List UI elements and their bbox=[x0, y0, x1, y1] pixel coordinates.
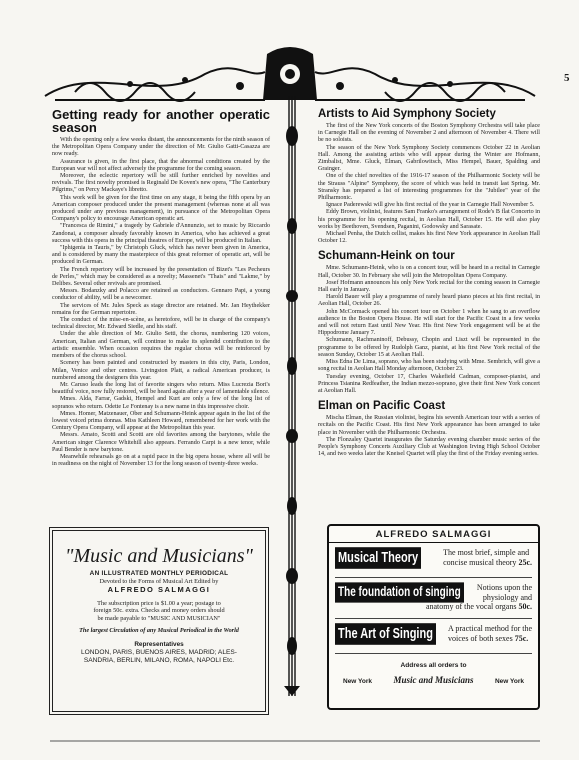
article-paragraph: The season of the New York Symphony Society commences October 22 in Aeolian Hall. Among the assisting artists who will appear during the Winter are Hofmann, Zimbalist, Mme. Gluck, Elman, Gabrilowitsch, Miss Hempel, Bauer, Spalding and Grainger. bbox=[318, 144, 540, 173]
book-desc-line: voices of both sexes bbox=[448, 633, 513, 643]
book-desc-line: The most brief, simple and bbox=[443, 548, 530, 557]
book-desc-line: concise musical theory bbox=[443, 557, 517, 567]
article-paragraph: Under the able direction of Mr. Giulio Setti, the chorus, numbering 120 voices, American, Italian and German, will continue to make its splendid contribution to the artistic ensemble. When occasion requires the regular chorus will be reinforced by members of the chorus school. bbox=[52, 331, 270, 360]
ad-subscription-text bbox=[61, 600, 257, 623]
book-description bbox=[448, 624, 532, 643]
article-paragraph: "Iphigenia in Tauris," by Christoph Gluck, which has never been given in America, and is considered by many the masterpiece of this great reformer of operatic art, will be produced in German. bbox=[52, 245, 270, 266]
article-paragraph: Schumann, Rachmaninoff, Debussy, Chopin and Liszt will be represented in the programme to be offered by Rudolph Ganz, pianist, at his first New York recital of the season Sunday, October 15 at Aeolian Hall. bbox=[318, 337, 540, 358]
vertical-ornamental-divider bbox=[280, 96, 304, 696]
decorative-header-ornament bbox=[35, 44, 545, 104]
book-desc-line: Notions upon the bbox=[476, 583, 532, 592]
article-paragraph: Mme. Schumann-Heink, who is on a concert tour, will be heard in a recital in Carnegie Hall, October 30. In February she will join the Metropolitan Opera Company. bbox=[318, 265, 540, 279]
book-price: 75c. bbox=[514, 633, 529, 643]
ad-price-line: foreign 50c. extra. Checks and money orders should bbox=[93, 607, 225, 615]
book-description bbox=[426, 583, 532, 612]
article-paragraph: Miss Edna De Lima, soprano, who has been studying with Mme. Sembrich, will give a song recital in Aeolian Hall Monday afternoon, October 23. bbox=[318, 359, 540, 373]
article-paragraph: Ignace Paderewski will give his first recital of the year in Carnegie Hall November 5. bbox=[326, 202, 535, 209]
bottom-ornamental-rule bbox=[50, 737, 540, 745]
book-row-musical-theory bbox=[335, 543, 532, 578]
article-paragraph: "Francesca de Rimini," a tragedy by Gabriele d'Annunzio, set to music by Riccardo Zandonai, a composer already favorably known in America, who has achieved a great success with this opera in the principal theatres of Europe, will be produced in Italian. bbox=[52, 223, 270, 244]
article-paragraph: Messrs. Amato, Scotti and Scotti are old favorites among the barytones, while the American singer Clarence Whitehill also appears. Ferrando Carpi is a new tenor, while Paul Bender is new barytone. bbox=[52, 432, 270, 453]
ad-representatives-label: Representatives bbox=[134, 640, 184, 648]
ad-price-line: The subscription price is $1.00 a year; postage to bbox=[97, 599, 221, 607]
article-paragraph: This work will be given for the first time on any stage, it being the fifth opera by an American composer produced under the present management (whereas none at all was produced under any previous management), in pursuance of the Metropolitan Opera Company's policy to encourage American operatic art. bbox=[52, 194, 270, 223]
article-paragraph: Eddy Brown, violinist, features Sam Franko's arrangement of Rode's B flat Concerto in his programme for his opening recital, in Aeolian Hall, October 15. He will also play works by Beethoven, Svendsen, Paganini, Godowsky and Sarasate. bbox=[318, 209, 540, 230]
article-paragraph: John McCormack opened his concert tour on October 1 when he sang to an overflow audience in the Boston Opera House. He will start for the Pacific Coast in a few weeks and will not return East until New Year. His first New York engagement will be at the Hippodrome January 7. bbox=[318, 308, 540, 337]
article-paragraph: Mmes. Alda, Farrar, Gadski, Hempel and Kurt are only a few of the long list of sopranos who return. Odette Le Fontenay is a new name in this impressive choir. bbox=[52, 396, 270, 410]
article-paragraph: The Flonzaley Quartet inaugurates the Saturday evening chamber music series of the People's Symphony Concerts Auxiliary Club at Washington Irving High School October 14, and two weeks later the Kneisel Quartet will play the first of the Friday evening series. bbox=[318, 436, 540, 458]
article-heading-symphony-society: Artists to Aid Symphony Society bbox=[318, 108, 496, 120]
page-number: 5 bbox=[564, 72, 570, 84]
article-paragraph: The conduct of the mise-en-scène, as heretofore, will be in charge of the company's technical director, Mr. Edward Siedle, and his staff. bbox=[52, 317, 270, 331]
ad-address-line: Address all orders to bbox=[400, 662, 467, 669]
article-paragraph: Tuesday evening, October 17, Charles Wakefield Cadman, composer-pianist, and Princess Tsianina Redfeather, the Indian mezzo-soprano, give their first New York concert at Aeolian Hall. bbox=[318, 373, 540, 394]
article-heading-operatic-season: Getting ready for another operatic season bbox=[52, 107, 270, 135]
article-paragraph: The French repertory will be increased by the presentation of Bizet's "Les Pecheurs de Perles," which may be considered as a novelty; Massenet's "Thais" and "Lakme," by Delibes. Several other revivals are promised. bbox=[52, 266, 270, 288]
book-title-label: The foundation of singing bbox=[335, 582, 464, 602]
book-row-art-of-singing bbox=[335, 619, 532, 654]
book-desc-line: anatomy of the vocal organs bbox=[425, 602, 517, 611]
ad-editor-name: ALFREDO SALMAGGI bbox=[107, 584, 211, 594]
article-paragraph: Harold Bauer will play a programme of rarely heard piano pieces at his first recital, in Aeolian Hall, October 26. bbox=[318, 294, 540, 308]
ad-author-header: ALFREDO SALMAGGI bbox=[329, 526, 538, 543]
article-paragraph: Mmes. Homer, Matzenauer, Ober and Schumann-Heink appear again in the list of the lowest voiced prima donnas. Miss Kathleen Howard, remembered for her work with the Century Opera Company, will appear at the Metropolitan this year. bbox=[52, 410, 270, 432]
book-desc-line: physiology and bbox=[482, 592, 532, 602]
book-desc-line: A practical method for the bbox=[448, 624, 532, 633]
ad-magazine-name: Music and Musicians bbox=[393, 675, 474, 685]
article-paragraph: Michael Penha, the Dutch cellist, makes his first New York appearance in Aeolian Hall October 12. bbox=[318, 231, 540, 245]
book-title-label: Musical Theory bbox=[335, 547, 421, 569]
article-paragraph: Josef Hofmann announces his only New York recital for the coming season in Carnegie Hall early in January. bbox=[318, 279, 540, 294]
ad-subtitle: AN ILLUSTRATED MONTHLY PERIODICAL bbox=[89, 570, 229, 577]
ad-magazine-title: "Music and Musicians" bbox=[65, 545, 253, 567]
book-title-label: The Art of Singing bbox=[335, 623, 436, 645]
article-paragraph: Assurance is given, in the first place, that the abnormal conditions created by the European war will not affect adversely the programme for the coming season. bbox=[52, 158, 270, 172]
article-paragraph: The first of the New York concerts of the Boston Symphony Orchestra will take place in Carnegie Hall on the evening of November 2 and afternoon of November 4. There will be no soloists. bbox=[318, 123, 540, 144]
article-paragraph: Moreover, the eclectic repertory will be still further enriched by novelties and revivals. The first novelty promised is Reginald De Koven's new opera, "The Canterbury Pilgrims," on Percy Mackaye's libretto. bbox=[52, 173, 270, 194]
ad-city-right: New York bbox=[494, 678, 524, 685]
ad-cities-line: LONDON, PARIS, BUENOS AIRES, MADRID; ALES- bbox=[81, 648, 237, 656]
article-paragraph: Messrs. Bodanzky and Polacco are retained as conductors. Gennaro Papi, a young conductor of ability, will be a newcomer. bbox=[52, 288, 270, 302]
right-article-column bbox=[318, 108, 540, 458]
article-heading-elman: Elman on Pacific Coast bbox=[318, 400, 446, 413]
book-price: 25c. bbox=[518, 557, 532, 567]
article-paragraph: The services of Mr. Jules Speck as stage director are retained. Mr. Jan Heythekker remains for the German repertoire. bbox=[52, 302, 270, 316]
article-heading-schumann-heink: Schumann-Heink on tour bbox=[318, 250, 455, 263]
article-paragraph: Mischa Elman, the Russian violinist, begins his seventh American tour with a series of recitals on the Pacific Coast. His first New York appearance has been arranged to take place in November with the Philharmonic Orchestra. bbox=[318, 415, 540, 436]
salmaggi-books-advertisement bbox=[327, 524, 540, 710]
ad-city-left: New York bbox=[343, 678, 373, 685]
article-paragraph: One of the chief novelties of the 1916-17 season of the Philharmonic Society will be the Strauss "Alpine" Symphony, the score of which was held in transit last Spring. Mr. Stransky has prepared a list of interesting programmes for the "Jubilee" year of the Philharmonic. bbox=[318, 173, 540, 202]
ad-cities-line: SANDRIA, BERLIN, MILANO, ROMA, NAPOLI Etc. bbox=[83, 656, 235, 664]
book-row-foundation-of-singing bbox=[335, 578, 532, 619]
book-price: 50c. bbox=[518, 602, 532, 611]
article-paragraph: With the opening only a few weeks distant, the announcements for the ninth season of the Metropolitan Opera Company under the direction of Mr. Giulio Gatti-Casazza are now ready. bbox=[52, 137, 270, 158]
article-paragraph: Scenery has been painted and constructed by masters in this city, Paris, London, Milan, Venice and other centres. Livingston Platt, a radical American producer, is numbered among the designers this year. bbox=[52, 360, 270, 381]
music-and-musicians-advertisement bbox=[52, 530, 266, 712]
ad-footer bbox=[343, 675, 524, 685]
article-paragraph: Meanwhile rehearsals go on at a rapid pace in the big opera house, where all will be in readiness on the night of November 13 for the long season of twenty-three weeks. bbox=[52, 453, 270, 468]
ad-circulation-claim: The largest Circulation of any Musical Periodical in the World bbox=[79, 627, 239, 635]
article-paragraph: Mr. Caruso leads the long list of favorite singers who return. Miss Lucrezia Bori's beautiful voice, now fully restored, will be heard again after a year of lamentable silence. bbox=[52, 381, 270, 396]
ad-price-line: be made payable to "MUSIC AND MUSICIAN" bbox=[97, 614, 221, 622]
left-article-column bbox=[52, 108, 270, 468]
ad-devoted-line: Devoted to the Forms of Musical Art Edited by bbox=[99, 577, 219, 585]
book-description bbox=[443, 548, 532, 567]
